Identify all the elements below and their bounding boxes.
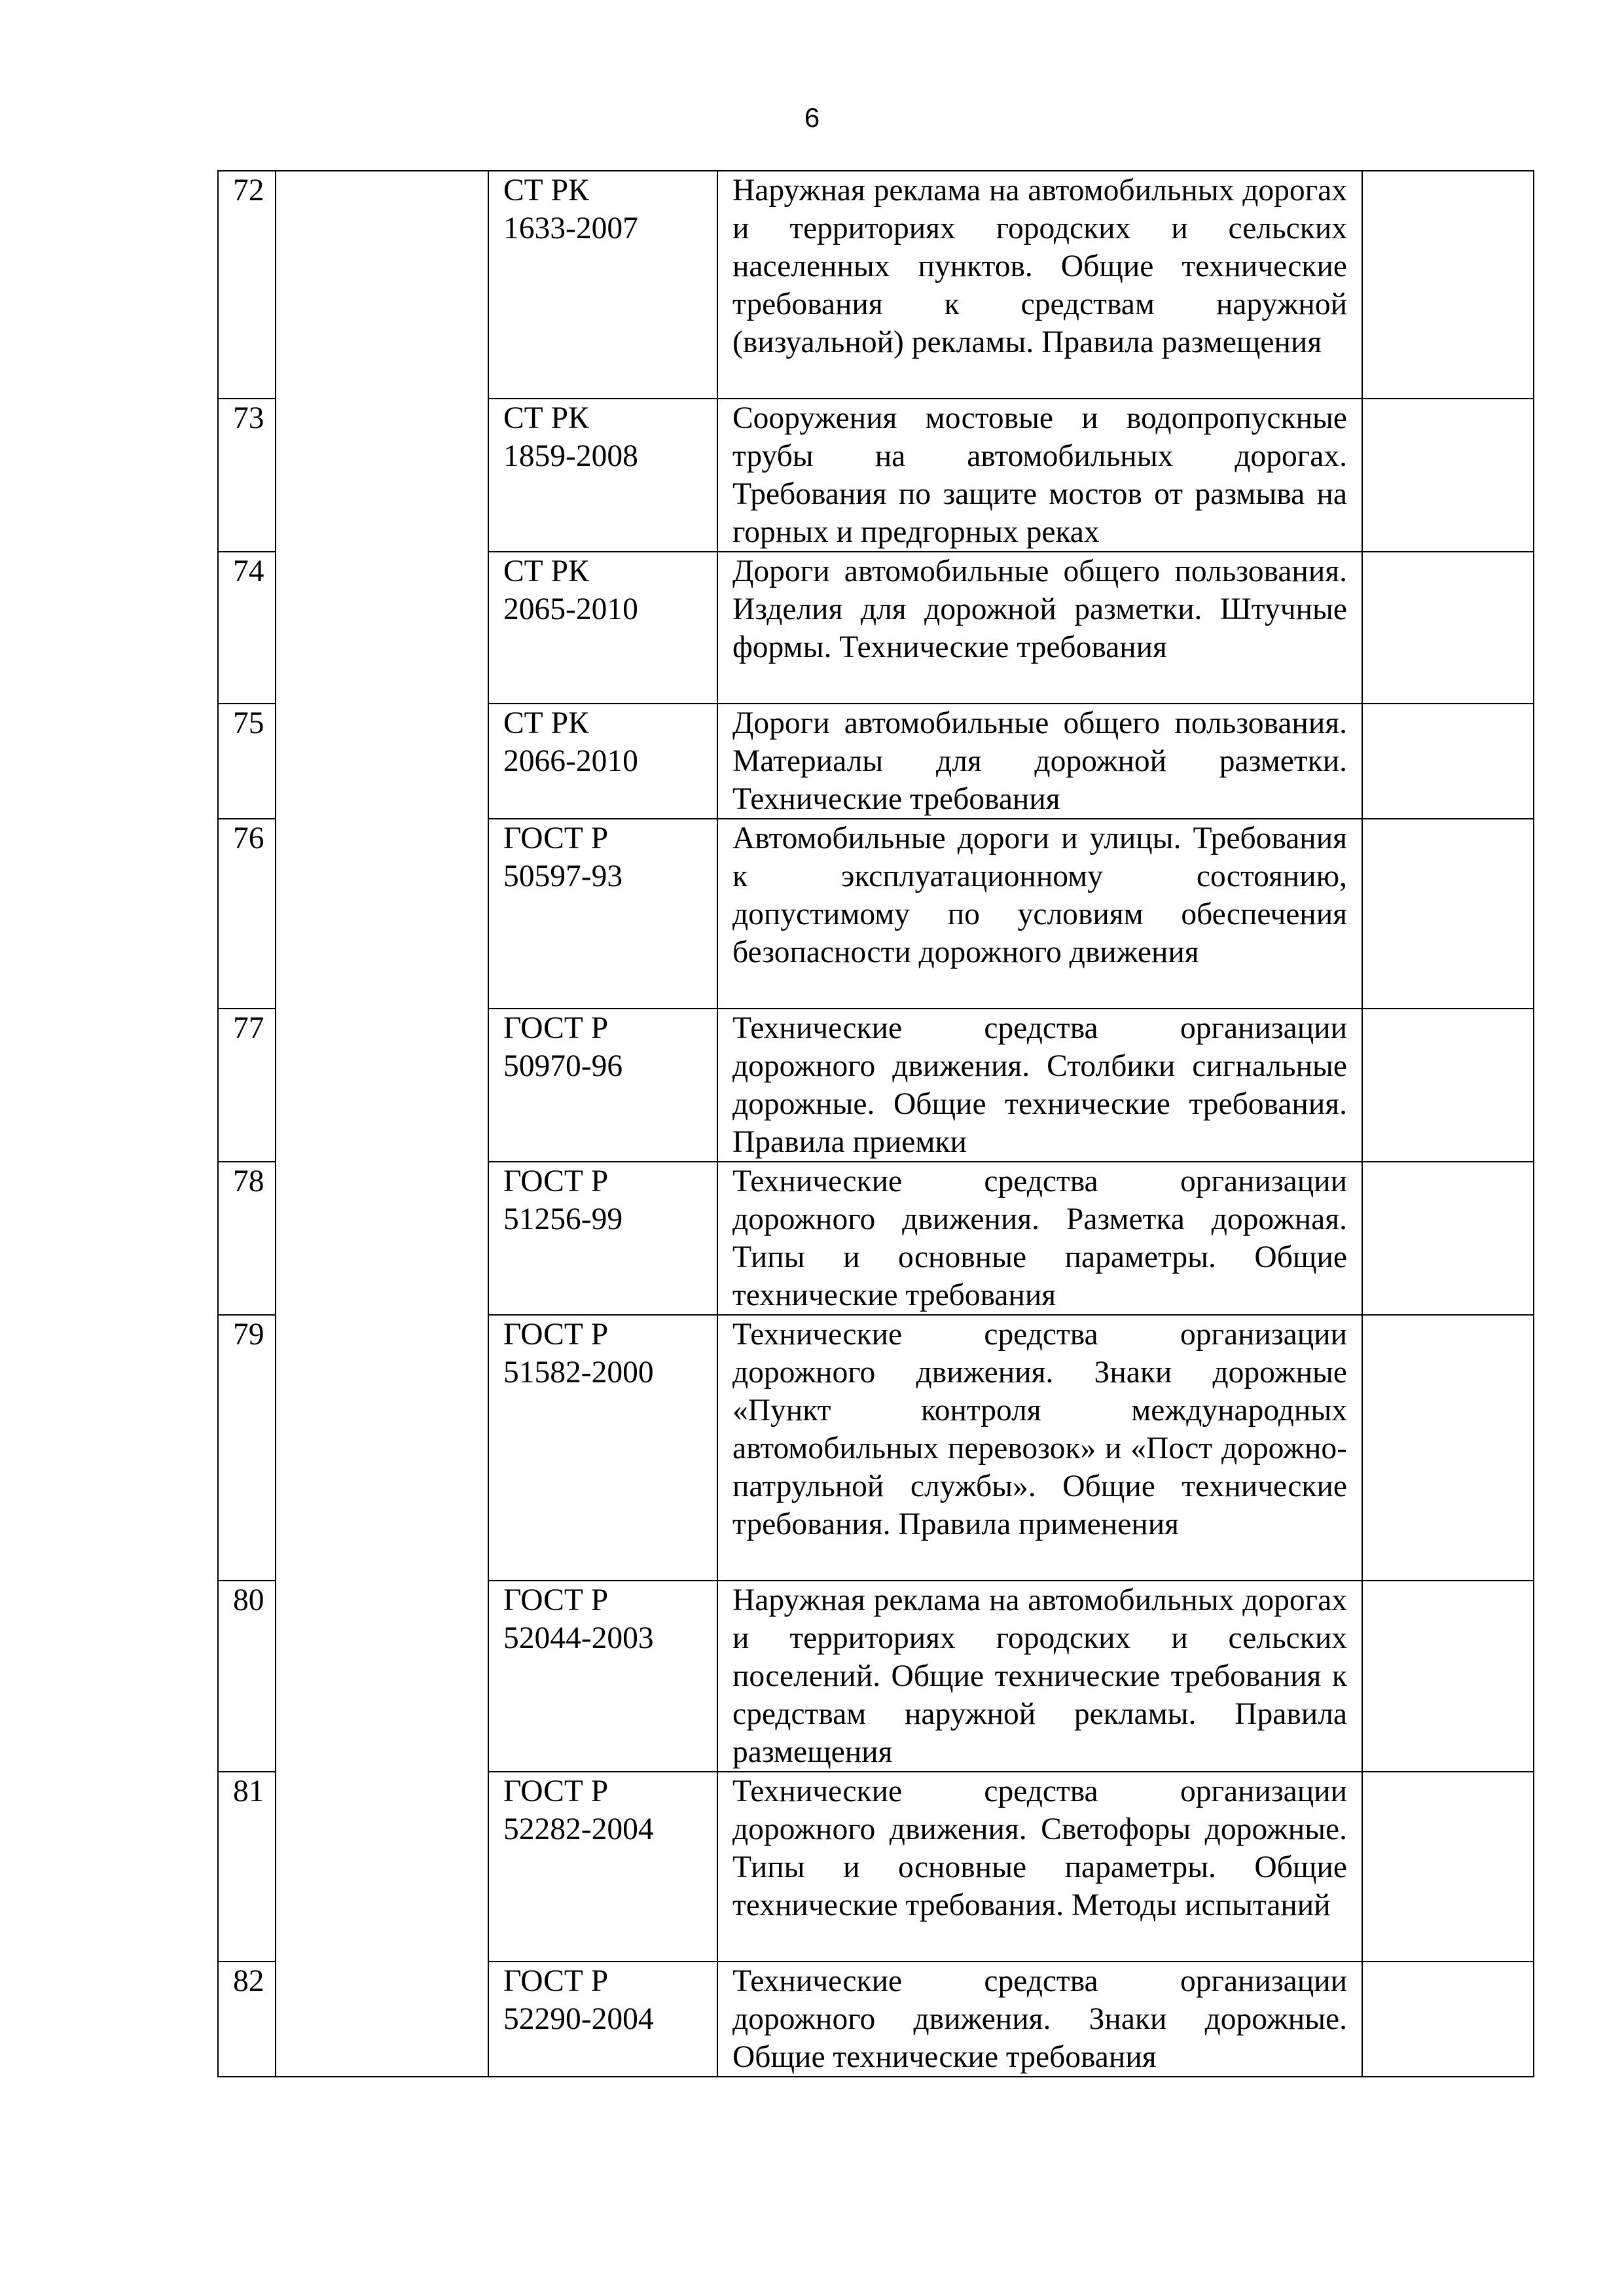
row-number: 76 [218, 819, 276, 1009]
empty-cell [1362, 399, 1534, 552]
standard-code [488, 1962, 717, 2077]
standard-code-number: 51256-99 [503, 1202, 623, 1236]
standard-title: Автомобильные дороги и улицы. Требования к эксплуатационному состоянию, допустимому по условиям обеспечения безопасности дорожного движения [717, 819, 1362, 1009]
standard-code-prefix: ГОСТ Р [503, 821, 609, 855]
standard-title: Сооружения мостовые и водопропускные трубы на автомобильных дорогах. Требования по защите мостов от размыва на горных и предгорных реках [717, 399, 1362, 552]
standard-code-number: 52290-2004 [503, 2002, 654, 2036]
standard-title: Наружная реклама на автомобильных дорогах и территориях городских и сельских поселений. Общие технические требования к средствам наружной рекламы. Правила размещения [717, 1581, 1362, 1772]
standard-code [488, 1315, 717, 1581]
standard-code-prefix: ГОСТ Р [503, 1774, 609, 1808]
standard-code-number: 2065-2010 [503, 592, 638, 626]
row-number: 77 [218, 1009, 276, 1162]
standard-code-number: 52282-2004 [503, 1812, 654, 1846]
standards-table [217, 170, 1534, 2077]
standards-table-body [218, 171, 1534, 2077]
standard-code [488, 1009, 717, 1162]
standard-code [488, 1162, 717, 1315]
standard-code-number: 2066-2010 [503, 744, 638, 778]
row-number: 72 [218, 171, 276, 399]
standard-code-number: 50597-93 [503, 859, 623, 893]
standard-code-prefix: ГОСТ Р [503, 1964, 609, 1998]
standard-code [488, 552, 717, 704]
row-number: 73 [218, 399, 276, 552]
standard-code [488, 1772, 717, 1962]
standard-title: Технические средства организации дорожного движения. Знаки дорожные. Общие технические требования [717, 1962, 1362, 2077]
row-number: 75 [218, 704, 276, 819]
standard-title: Технические средства организации дорожного движения. Знаки дорожные «Пункт контроля международных автомобильных перевозок» и «Пост дорожно-патрульной службы». Общие технические требования. Правила применения [717, 1315, 1362, 1581]
empty-cell [1362, 819, 1534, 1009]
row-number: 79 [218, 1315, 276, 1581]
row-number: 80 [218, 1581, 276, 1772]
standard-code-number: 52044-2003 [503, 1621, 654, 1655]
standard-code-number: 1859-2008 [503, 439, 638, 473]
standard-code-number: 50970-96 [503, 1049, 623, 1083]
standard-code [488, 171, 717, 399]
standard-code-number: 51582-2000 [503, 1355, 654, 1390]
standard-title: Технические средства организации дорожного движения. Разметка дорожная. Типы и основные параметры. Общие технические требования [717, 1162, 1362, 1315]
standard-code-prefix: ГОСТ Р [503, 1011, 609, 1045]
empty-cell [1362, 1962, 1534, 2077]
standard-title: Наружная реклама на автомобильных дорогах и территориях городских и сельских населенных пунктов. Общие технические требования к средствам наружной (визуальной) рекламы. Правила размещения [717, 171, 1362, 399]
standard-code-prefix: СТ РК [503, 401, 589, 435]
empty-cell [1362, 1581, 1534, 1772]
standard-code [488, 1581, 717, 1772]
empty-cell [1362, 552, 1534, 704]
empty-cell [1362, 1315, 1534, 1581]
standard-code [488, 704, 717, 819]
page-number: 6 [804, 102, 820, 133]
standard-code [488, 399, 717, 552]
standard-code-prefix: СТ РК [503, 173, 589, 207]
standard-code-prefix: СТ РК [503, 554, 589, 588]
empty-cell [1362, 1772, 1534, 1962]
standard-title: Дороги автомобильные общего пользования. Материалы для дорожной разметки. Технические требования [717, 704, 1362, 819]
empty-cell [1362, 1162, 1534, 1315]
merged-empty-cell [276, 171, 488, 2077]
empty-cell [1362, 1009, 1534, 1162]
empty-cell [1362, 704, 1534, 819]
row-number: 78 [218, 1162, 276, 1315]
table-row [218, 171, 1534, 399]
standard-title: Технические средства организации дорожного движения. Светофоры дорожные. Типы и основные параметры. Общие технические требования. Методы испытаний [717, 1772, 1362, 1962]
standard-title: Дороги автомобильные общего пользования. Изделия для дорожной разметки. Штучные формы. Технические требования [717, 552, 1362, 704]
standard-code-prefix: ГОСТ Р [503, 1583, 609, 1617]
standard-code-prefix: СТ РК [503, 706, 589, 740]
standard-code-prefix: ГОСТ Р [503, 1164, 609, 1198]
row-number: 82 [218, 1962, 276, 2077]
row-number: 81 [218, 1772, 276, 1962]
standard-code-number: 1633-2007 [503, 211, 638, 245]
empty-cell [1362, 171, 1534, 399]
row-number: 74 [218, 552, 276, 704]
standard-code [488, 819, 717, 1009]
standard-title: Технические средства организации дорожного движения. Столбики сигнальные дорожные. Общие технические требования. Правила приемки [717, 1009, 1362, 1162]
standard-code-prefix: ГОСТ Р [503, 1318, 609, 1352]
